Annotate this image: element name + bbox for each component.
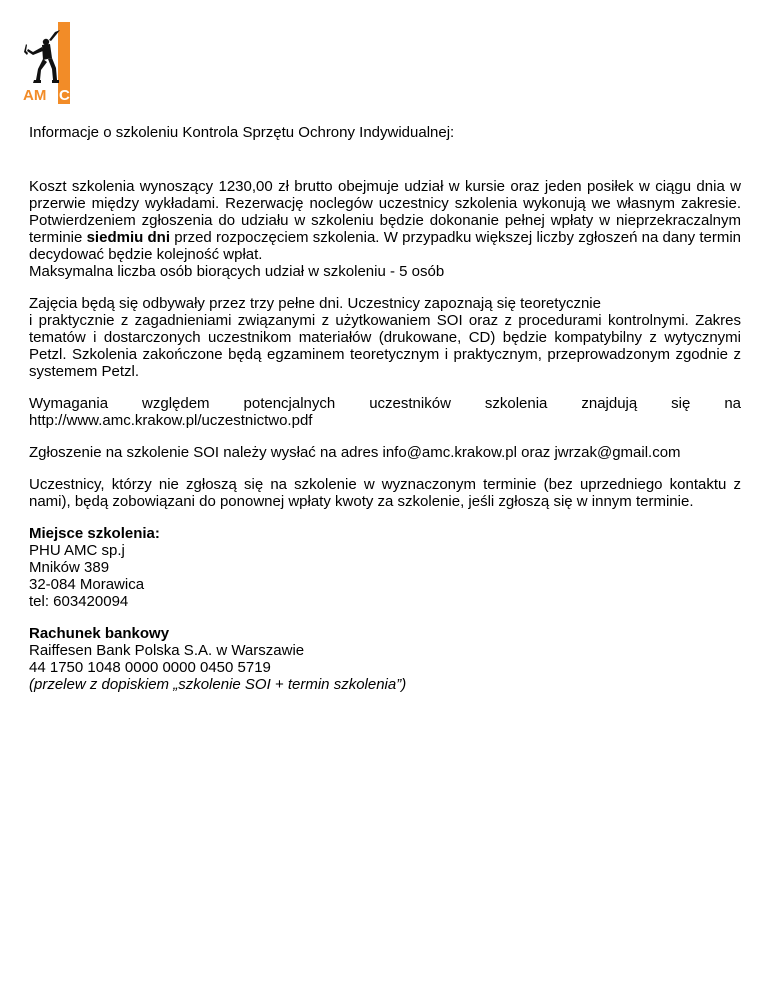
venue-city: 32-084 Morawica bbox=[29, 576, 145, 593]
climber-figure bbox=[24, 30, 60, 83]
logo-text-c: C bbox=[59, 87, 70, 104]
requirements-section bbox=[29, 395, 741, 429]
bank-account: 44 1750 1048 0000 0000 0450 5719 bbox=[29, 659, 271, 676]
requirements-line: Wymagania względem potencjalnych uczestników szkolenia znajdują się na bbox=[29, 395, 741, 412]
cost-section bbox=[29, 178, 741, 280]
document-body bbox=[29, 124, 741, 693]
max-participants: Maksymalna liczba osób biorących udział w szkoleniu - 5 osób bbox=[29, 263, 445, 280]
intro-line: Informacje o szkoleniu Kontrola Sprzętu Ochrony Indywidualnej: bbox=[29, 124, 455, 141]
logo-text-am: AM bbox=[23, 87, 47, 104]
bank-heading: Rachunek bankowy bbox=[29, 625, 170, 642]
bank-name: Raiffesen Bank Polska S.A. w Warszawie bbox=[29, 642, 305, 659]
requirements-url[interactable]: http://www.amc.krakow.pl/uczestnictwo.pdf bbox=[29, 412, 313, 429]
venue-section bbox=[29, 525, 741, 610]
cost-text-before: Koszt szkolenia wynoszący 1230,00 zł brutto obejmuje udział w kursie oraz jeden posiłek w ciągu dnia w przerwie między wykładami. Rezerwację noclegów uczestnicy szkolenia wykonują we własnym zakresie. Potwierdzeniem zgłoszenia do udziału w szkoleniu będzie dokonanie pełnej wpłaty w nieprzekraczalnym terminie bbox=[29, 178, 741, 246]
cost-text-after: przed rozpoczęciem szkolenia. W przypadku większej liczby zgłoszeń na dany termin decydować będzie kolejność wpłat. bbox=[29, 229, 741, 263]
venue-phone: tel: 603420094 bbox=[29, 593, 129, 610]
amc-logo bbox=[22, 22, 72, 104]
classes-line-1: Zajęcia będą się odbywały przez trzy pełne dni. Uczestnicy zapoznają się teoretycznie bbox=[29, 295, 601, 312]
cost-paragraph bbox=[29, 178, 741, 263]
venue-heading: Miejsce szkolenia: bbox=[29, 525, 160, 542]
application-line: Zgłoszenie na szkolenie SOI należy wysłać na adres info@amc.krakow.pl oraz jwrzak@gmail.com bbox=[29, 444, 681, 461]
cost-deadline-bold: siedmiu dni bbox=[86, 229, 171, 246]
bank-transfer-note: (przelew z dopiskiem „szkolenie SOI + termin szkolenia”) bbox=[29, 676, 407, 693]
venue-street: Mników 389 bbox=[29, 559, 110, 576]
classes-rest: i praktycznie z zagadnieniami związanymi z użytkowaniem SOI oraz z procedurami kontrolnymi. Zakres tematów i dostarczonych uczestnikom materiałów (drukowane, CD) będzie kompatybilny z wytycznymi Petzl. Szkolenia zakończone będą egzaminem teoretycznym i praktycznym, przeprowadzonym zgodnie z systemem Petzl. bbox=[29, 312, 741, 380]
venue-company: PHU AMC sp.j bbox=[29, 542, 125, 559]
classes-section bbox=[29, 295, 741, 380]
bank-section bbox=[29, 625, 741, 693]
notice-paragraph: Uczestnicy, którzy nie zgłoszą się na szkolenie w wyznaczonym terminie (bez uprzedniego kontaktu z nami), będą zobowiązani do ponownej wpłaty kwoty za szkolenie, jeśli zgłoszą się w innym terminie. bbox=[29, 476, 741, 510]
